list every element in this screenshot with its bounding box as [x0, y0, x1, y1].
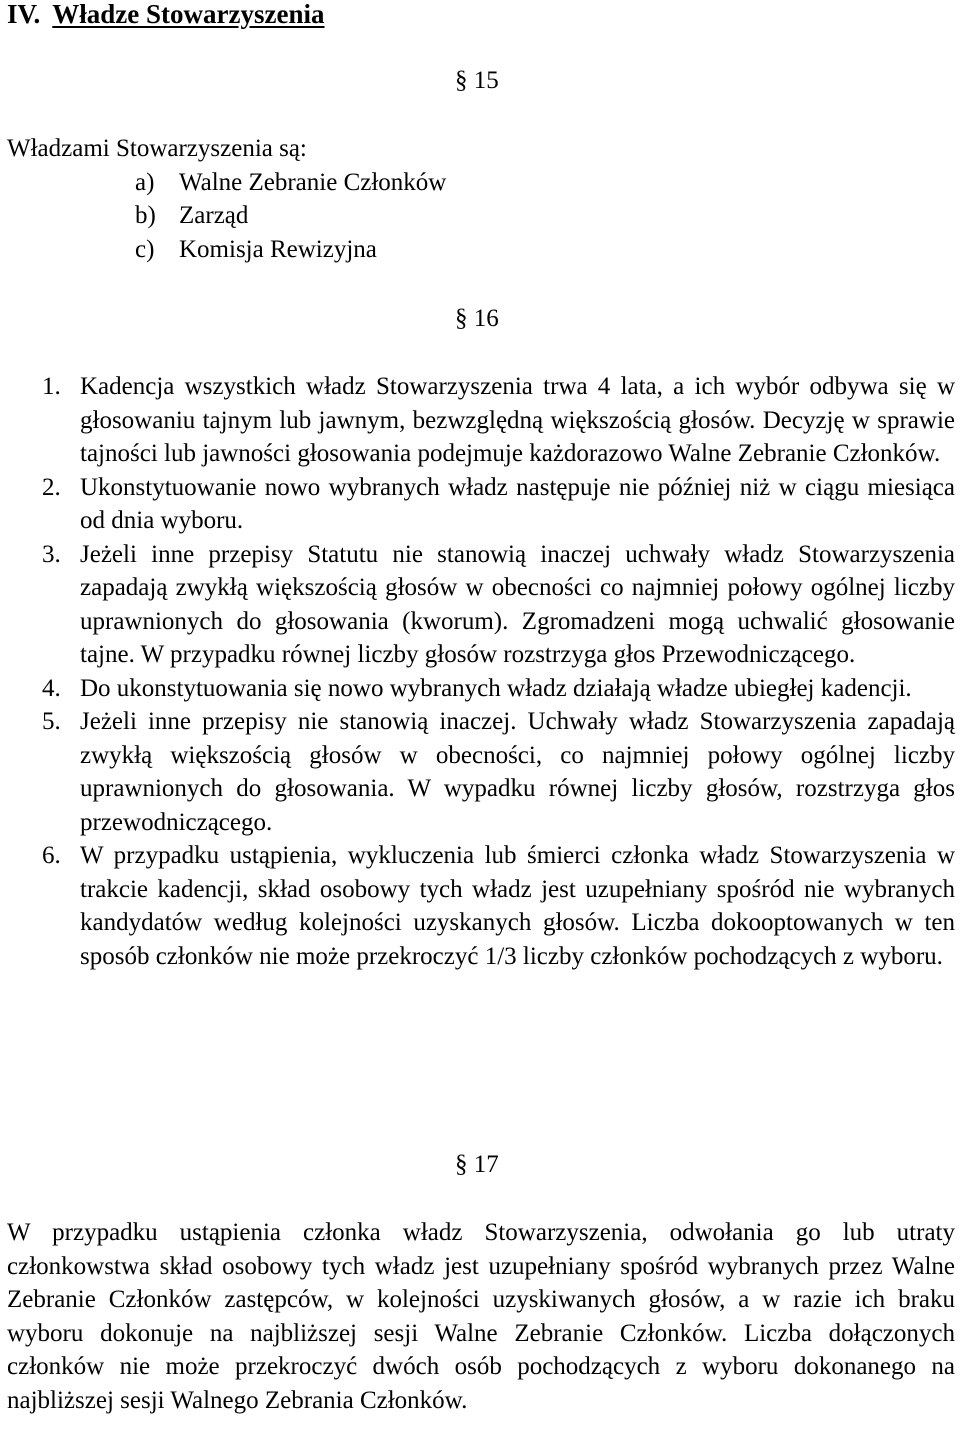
paragraph-16-symbol: § 16 — [455, 305, 499, 332]
list-item: 5. Jeżeli inne przepisy nie stanowią inaczej. Uchwały władz Stowarzyszenia zapadają zwykłą większością głosów w obecności, co najmniej połowy ogólnej liczby uprawnionych do głosowania. W wypadku równej liczby głosów, rozstrzyga głos przewodniczącego. — [42, 708, 955, 836]
list-item: 6. W przypadku ustąpienia, wykluczenia lub śmierci członka władz Stowarzyszenia w trakcie kadencji, skład osobowy tych władz jest uzupełniany spośród nie wybranych kandydatów według kolejności uzyskanych głosów. Liczba dokooptowanych w ten sposób członków nie może przekroczyć 1/3 liczby członków pochodzących z wyboru. — [42, 842, 955, 970]
section-number: IV. — [7, 0, 41, 29]
paragraph-15-intro: Władzami Stowarzyszenia są: — [7, 135, 307, 162]
section-heading — [7, 0, 324, 30]
list-item: c) Komisja Rewizyjna — [135, 235, 377, 263]
list-item: 3. Jeżeli inne przepisy Statutu nie stanowią inaczej uchwały władz Stowarzyszenia zapadają zwykłą większością głosów w obecności co najmniej połowy ogólnej liczby uprawnionych do głosowania (kworum). Zgromadzeni mogą uchwalić głosowanie tajne. W przypadku równej liczby głosów rozstrzyga głos Przewodniczącego. — [42, 540, 955, 668]
paragraph-15 — [7, 132, 947, 266]
list-item: 1. Kadencja wszystkich władz Stowarzyszenia trwa 4 lata, a ich wybór odbywa się w głosowaniu tajnym lub jawnym, bezwzględną większością głosów. Decyzję w sprawie tajności lub jawności głosowania podejmuje każdorazowo Walne Zebranie Członków. — [42, 373, 955, 467]
authorities-list — [7, 166, 947, 267]
paragraph-15-symbol: § 15 — [455, 67, 499, 94]
list-item: a) Walne Zebranie Członków — [135, 168, 447, 196]
paragraph-17-symbol: § 17 — [455, 1151, 499, 1178]
paragraph-17-text: W przypadku ustąpienia członka władz Stowarzyszenia, odwołania go lub utraty członkowstwa skład osobowy tych władz jest uzupełniany spośród wybranych przez Walne Zebranie Członków zastępców, w kolejności uzyskiwanych głosów, a w razie ich braku wyboru dokonuje na najbliższej sesji Walne Zebranie Członków. Liczba dołączonych członków nie może przekroczyć dwóch osób pochodzących z wyboru dokonanego na najbliższej sesji Walnego Zebrania Członków. — [7, 1219, 955, 1414]
section-title: Władze Stowarzyszenia — [52, 0, 325, 29]
paragraph-16 — [7, 370, 955, 973]
paragraph-16-list — [7, 370, 955, 973]
list-item: 4. Do ukonstytuowania się nowo wybranych władz działają władze ubiegłej kadencji. — [42, 674, 912, 702]
list-item: 2. Ukonstytuowanie nowo wybranych władz następuje nie później niż w ciągu miesiąca od dnia wyboru. — [42, 473, 955, 534]
list-item: b) Zarząd — [135, 202, 249, 229]
